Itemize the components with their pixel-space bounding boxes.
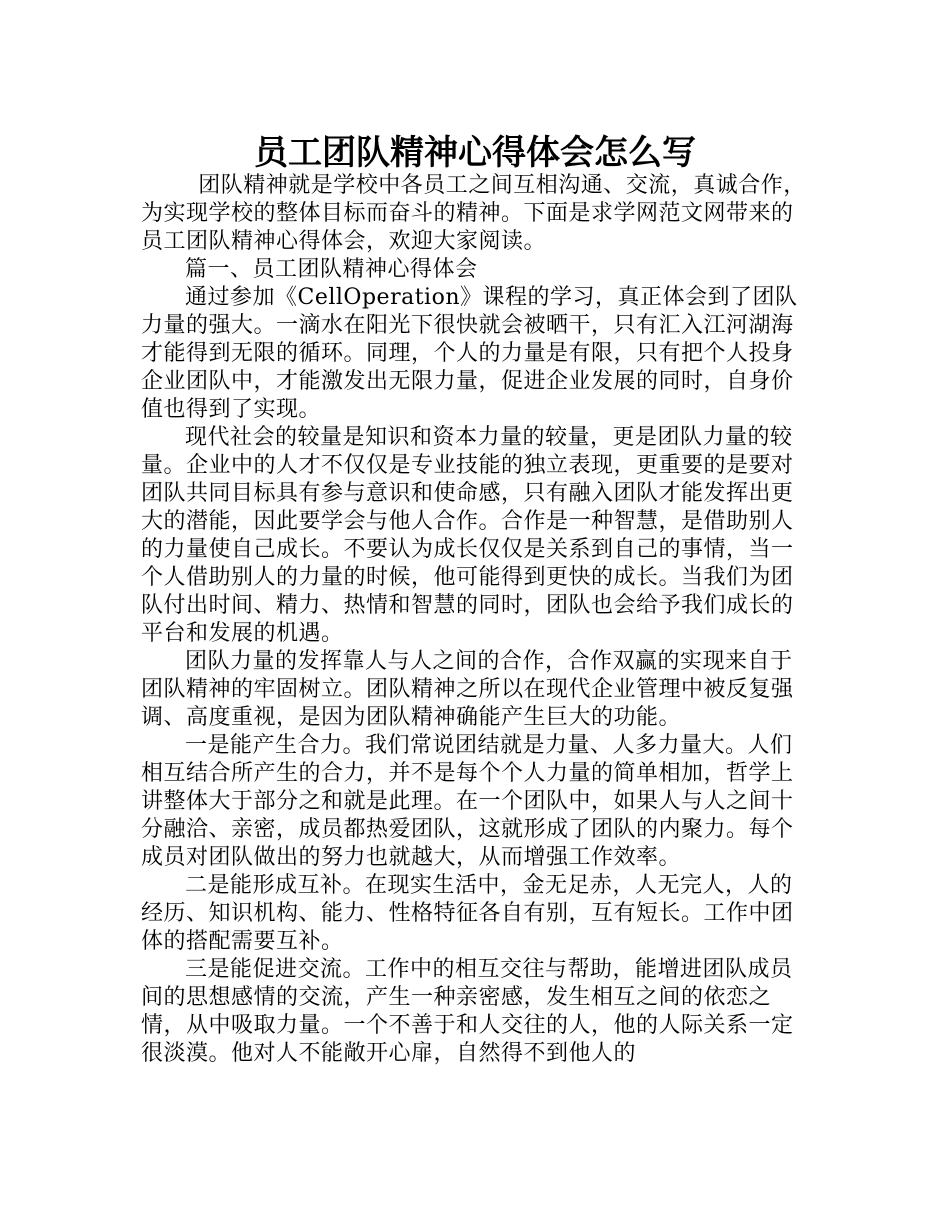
- document-body: [141, 172, 813, 1068]
- paragraph: 团队力量的发挥靠人与人之间的合作，合作双赢的实现来自于团队精神的牢固树立。团队精神之所以在现代企业管理中被反复强调、高度重视，是因为团队精神确能产生巨大的功能。: [141, 649, 794, 730]
- document-title: 员工团队精神心得体会怎么写: [254, 133, 696, 173]
- paragraph: 三是能促进交流。工作中的相互交往与帮助，能增进团队成员间的思想感情的交流，产生一种亲密感，发生相互之间的依恋之情，从中吸取力量。一个不善于和人交往的人，他的人际关系一定很淡漠。他对人不能敞开心扉，自然得不到他人的: [141, 957, 794, 1066]
- paragraph: 二是能形成互补。在现实生活中，金无足赤，人无完人，人的经历、知识机构、能力、性格特征各自有别，互有短长。工作中团体的搭配需要互补。: [141, 873, 794, 954]
- paragraph-intro: 团队精神就是学校中各员工之间互相沟通、交流，真诚合作，为实现学校的整体目标而奋斗的精神。下面是求学网范文网带来的员工团队精神心得体会，欢迎大家阅读。: [141, 173, 806, 254]
- section-heading: 篇一、员工团队精神心得体会: [185, 257, 478, 282]
- paragraph: 现代社会的较量是知识和资本力量的较量，更是团队力量的较量。企业中的人才不仅仅是专业技能的独立表现，更重要的是要对团队共同目标具有参与意识和使命感，只有融入团队才能发挥出更大的潜能，因此要学会与他人合作。合作是一种智慧，是借助别人的力量使自己成长。不要认为成长仅仅是关系到自己的事情，当一个人借助别人的力量的时候，他可能得到更快的成长。当我们为团队付出时间、精力、热情和智慧的同时，团队也会给予我们成长的平台和发展的机遇。: [141, 425, 794, 646]
- paragraph: 一是能产生合力。我们常说团结就是力量、人多力量大。人们相互结合所产生的合力，并不是每个个人力量的简单相加，哲学上讲整体大于部分之和就是此理。在一个团队中，如果人与人之间十分融洽、亲密，成员都热爱团队，这就形成了团队的内聚力。每个成员对团队做出的努力也就越大，从而增强工作效率。: [141, 733, 794, 870]
- paragraph: 通过参加《CellOperation》课程的学习，真正体会到了团队力量的强大。一滴水在阳光下很快就会被晒干，只有汇入江河湖海才能得到无限的循环。同理，个人的力量是有限，只有把个人投身企业团队中，才能激发出无限力量，促进企业发展的同时，自身价值也得到了实现。: [141, 285, 798, 422]
